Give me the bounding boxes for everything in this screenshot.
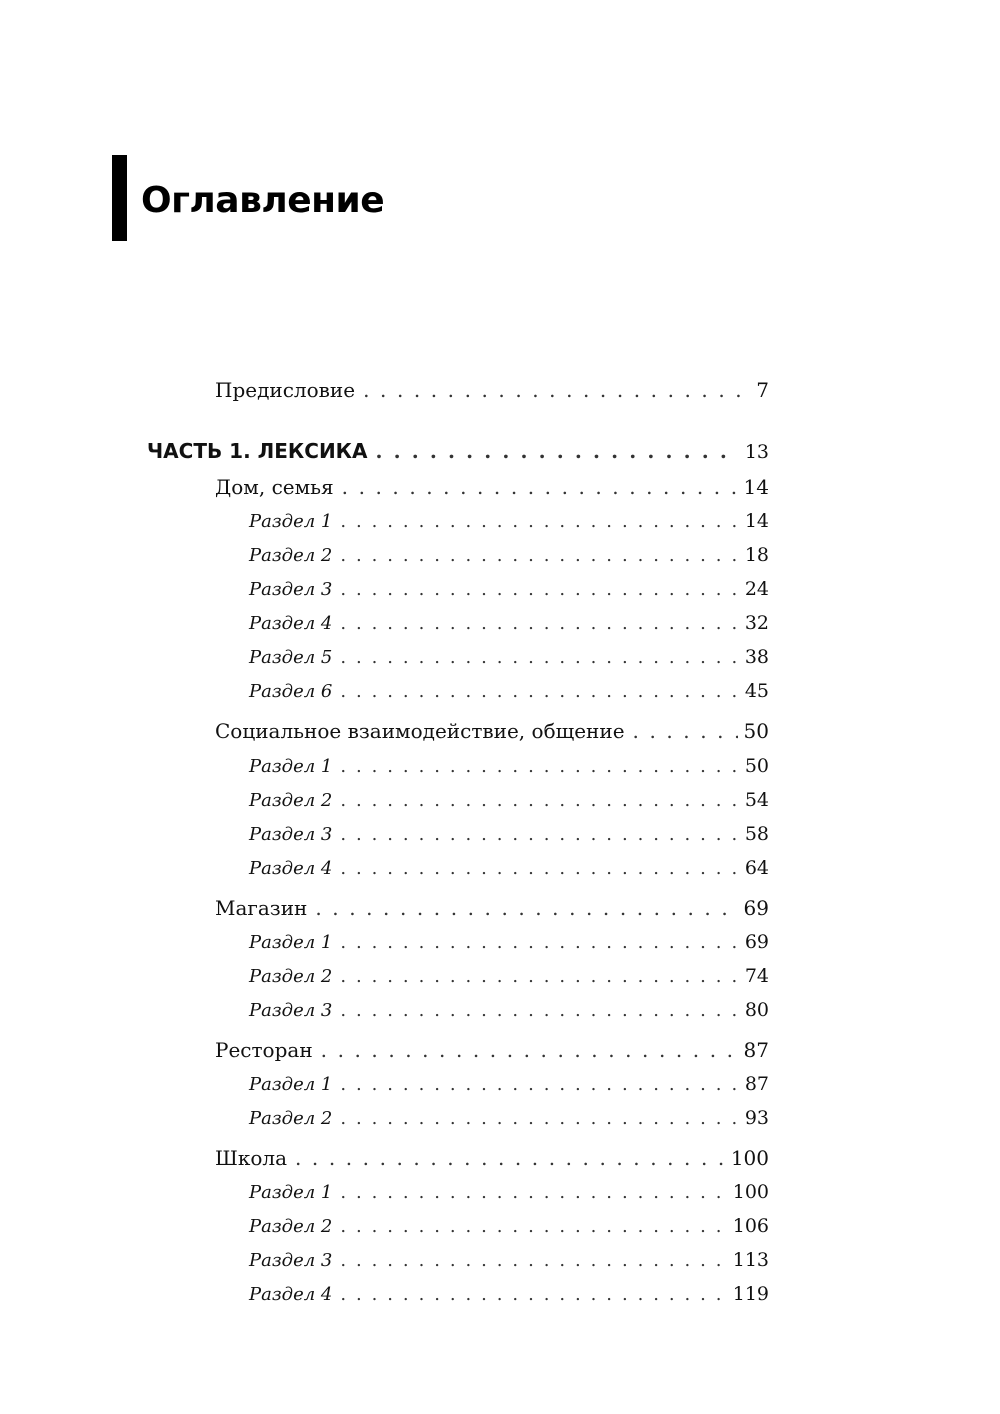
toc-entry-chapter[interactable] bbox=[215, 1038, 769, 1062]
toc-entry-label: Раздел 1 bbox=[249, 756, 333, 777]
dot-leader bbox=[340, 681, 738, 702]
toc-entry-label: Раздел 4 bbox=[249, 858, 333, 879]
toc-entry-section[interactable] bbox=[249, 931, 769, 953]
toc-page-number: 45 bbox=[744, 680, 769, 702]
dot-leader bbox=[340, 1182, 726, 1203]
toc-page-number: 54 bbox=[744, 789, 769, 811]
dot-leader bbox=[340, 545, 738, 566]
toc-page-number: 32 bbox=[744, 612, 769, 634]
dot-leader bbox=[340, 579, 738, 600]
dot-leader bbox=[295, 1146, 725, 1170]
dot-leader bbox=[340, 511, 738, 532]
dot-leader bbox=[315, 896, 737, 920]
dot-leader bbox=[340, 966, 738, 987]
toc-page-number: 74 bbox=[744, 965, 769, 987]
toc-entry-section[interactable] bbox=[249, 755, 769, 777]
toc-page-number: 7 bbox=[756, 378, 769, 402]
toc-entry-label: Раздел 2 bbox=[249, 966, 333, 987]
toc-entry-section[interactable] bbox=[249, 1215, 769, 1237]
dot-leader bbox=[340, 1108, 738, 1129]
toc-entry-section[interactable] bbox=[249, 965, 769, 987]
toc-entry-section[interactable] bbox=[249, 999, 769, 1021]
toc-entry-chapter[interactable] bbox=[215, 1146, 769, 1170]
toc-entry-label: Раздел 1 bbox=[249, 1074, 333, 1095]
toc-entry-section[interactable] bbox=[249, 544, 769, 566]
toc-entry-section[interactable] bbox=[249, 612, 769, 634]
toc-entry-label: Раздел 4 bbox=[249, 613, 333, 634]
toc-entry-section[interactable] bbox=[249, 1283, 769, 1305]
toc-page-number: 87 bbox=[743, 1038, 769, 1062]
dot-leader bbox=[321, 1038, 738, 1062]
toc-entry-label: Раздел 4 bbox=[249, 1284, 333, 1305]
toc-entry-label: Ресторан bbox=[215, 1038, 313, 1062]
dot-leader bbox=[340, 1216, 726, 1237]
toc-entry-label: Раздел 1 bbox=[249, 932, 333, 953]
toc-entry-chapter[interactable] bbox=[215, 719, 769, 743]
toc-entry-section[interactable] bbox=[249, 1249, 769, 1271]
toc-entry-label: Раздел 3 bbox=[249, 579, 333, 600]
toc-entry-section[interactable] bbox=[249, 823, 769, 845]
toc-entry-section[interactable] bbox=[249, 857, 769, 879]
toc-entry-label: Раздел 3 bbox=[249, 1000, 333, 1021]
dot-leader bbox=[340, 647, 738, 668]
toc-entry-label: ЧАСТЬ 1. ЛЕКСИКА bbox=[147, 439, 368, 463]
toc-entry-label: Раздел 5 bbox=[249, 647, 333, 668]
toc-page-number: 38 bbox=[744, 646, 769, 668]
toc-page-number: 119 bbox=[732, 1283, 769, 1305]
toc-page-number: 87 bbox=[744, 1073, 769, 1095]
dot-leader bbox=[340, 1284, 726, 1305]
toc-page-number: 100 bbox=[732, 1181, 769, 1203]
toc-entry-label: Раздел 2 bbox=[249, 1108, 333, 1129]
toc-entry-section[interactable] bbox=[249, 1107, 769, 1129]
toc-entry-label: Раздел 3 bbox=[249, 1250, 333, 1271]
toc-entry-section[interactable] bbox=[249, 578, 769, 600]
toc-entry-label: Магазин bbox=[215, 896, 308, 920]
toc-entry-label: Школа bbox=[215, 1146, 287, 1170]
toc-page-number: 93 bbox=[744, 1107, 769, 1129]
toc-entry-section[interactable] bbox=[249, 1073, 769, 1095]
toc-page-number: 69 bbox=[743, 896, 769, 920]
toc-page-number: 14 bbox=[743, 475, 769, 499]
toc-entry-chapter[interactable] bbox=[215, 896, 769, 920]
toc-entry-section[interactable] bbox=[249, 1181, 769, 1203]
toc-page-number: 106 bbox=[732, 1215, 769, 1237]
toc-entry-label: Раздел 3 bbox=[249, 824, 333, 845]
toc-page-number: 18 bbox=[744, 544, 769, 566]
toc-page-number: 24 bbox=[744, 578, 769, 600]
toc-page-number: 69 bbox=[744, 931, 769, 953]
toc-entry-label: Предисловие bbox=[215, 378, 356, 402]
dot-leader bbox=[342, 475, 738, 499]
toc-page-number: 64 bbox=[744, 857, 769, 879]
dot-leader bbox=[340, 1074, 738, 1095]
toc-page-number: 14 bbox=[744, 510, 769, 532]
page-title: Оглавление bbox=[141, 180, 385, 221]
toc-entry-part-1[interactable] bbox=[147, 439, 769, 463]
toc-entry-label: Дом, семья bbox=[215, 475, 334, 499]
dot-leader bbox=[376, 439, 739, 463]
dot-leader bbox=[340, 1000, 738, 1021]
toc-page-number: 13 bbox=[744, 441, 769, 463]
dot-leader bbox=[340, 756, 738, 777]
toc-page-number: 50 bbox=[743, 719, 769, 743]
dot-leader bbox=[633, 719, 738, 743]
toc-entry-section[interactable] bbox=[249, 646, 769, 668]
dot-leader bbox=[340, 790, 738, 811]
toc-page-number: 80 bbox=[744, 999, 769, 1021]
toc-entry-section[interactable] bbox=[249, 510, 769, 532]
toc-entry-section[interactable] bbox=[249, 680, 769, 702]
dot-leader bbox=[340, 1250, 726, 1271]
toc-entry-label: Раздел 2 bbox=[249, 790, 333, 811]
dot-leader bbox=[340, 613, 738, 634]
toc-page-number: 50 bbox=[744, 755, 769, 777]
toc-entry-label: Раздел 1 bbox=[249, 1182, 333, 1203]
toc-entry-label: Раздел 2 bbox=[249, 545, 333, 566]
toc-entry-section[interactable] bbox=[249, 789, 769, 811]
toc-entry-label: Раздел 2 bbox=[249, 1216, 333, 1237]
toc-entry-preface[interactable] bbox=[215, 378, 769, 402]
toc-page-number: 113 bbox=[732, 1249, 769, 1271]
dot-leader bbox=[340, 932, 738, 953]
toc-page-number: 58 bbox=[744, 823, 769, 845]
toc-page-number: 100 bbox=[730, 1146, 769, 1170]
toc-entry-label: Раздел 1 bbox=[249, 511, 333, 532]
toc-entry-label: Раздел 6 bbox=[249, 681, 333, 702]
dot-leader bbox=[363, 378, 750, 402]
dot-leader bbox=[340, 858, 738, 879]
toc-entry-chapter[interactable] bbox=[215, 475, 769, 499]
toc-entry-label: Социальное взаимодействие, общение bbox=[215, 719, 625, 743]
dot-leader bbox=[340, 824, 738, 845]
